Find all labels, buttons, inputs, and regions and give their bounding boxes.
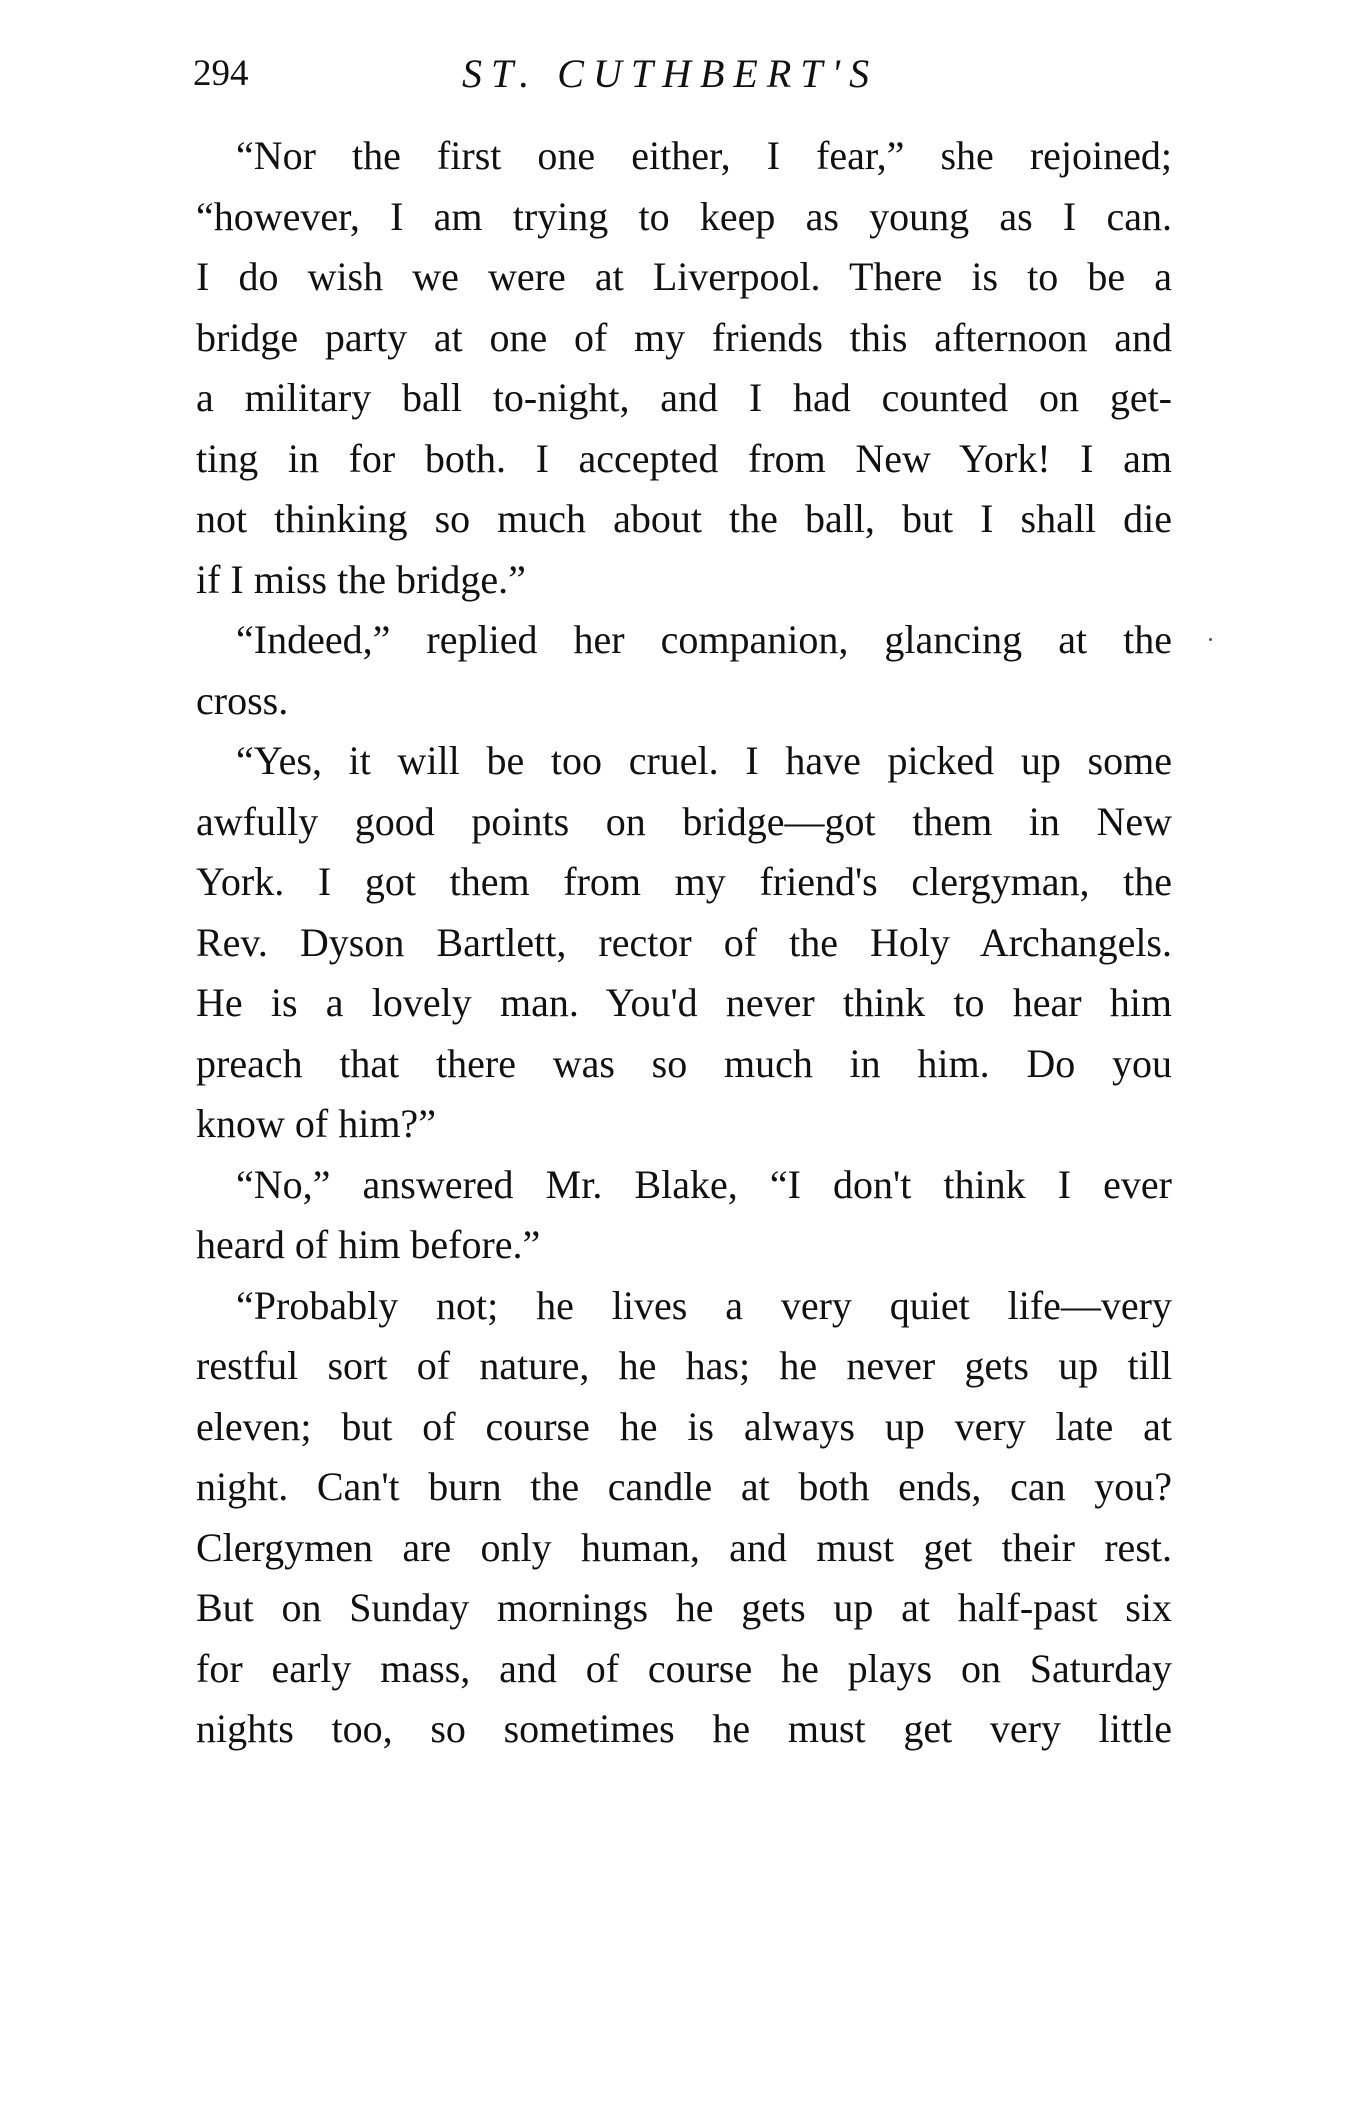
text-line: for early mass, and of course he plays on Saturday xyxy=(196,1645,1172,1691)
speck-mark xyxy=(1209,638,1212,641)
text-line: “Probably not; he lives a very quiet life—very xyxy=(236,1282,1172,1328)
text-line: restful sort of nature, he has; he never gets up till xyxy=(196,1343,1172,1388)
text-line: He is a lovely man. You'd never think to hear him xyxy=(196,980,1172,1025)
text-line: ting in for both. I accepted from New York! I am xyxy=(196,435,1172,481)
text-line: cross. xyxy=(196,677,289,723)
text-line: awfully good points on bridge—got them in New xyxy=(196,798,1172,844)
text-line: I do wish we were at Liverpool. There is to be a xyxy=(196,254,1172,299)
text-line: Rev. Dyson Bartlett, rector of the Holy Archangels. xyxy=(196,919,1172,965)
page-number: 294 xyxy=(193,53,249,94)
text-line: But on Sunday mornings he gets up at half-past six xyxy=(196,1585,1172,1630)
text-line: York. I got them from my friend's clergyman, the xyxy=(196,859,1172,904)
text-line: bridge party at one of my friends this afternoon and xyxy=(196,314,1172,360)
text-line: “Yes, it will be too cruel. I have picked up some xyxy=(236,738,1172,783)
text-line: “however, I am trying to keep as young as I can. xyxy=(196,193,1172,239)
text-line: eleven; but of course he is always up very late at xyxy=(196,1403,1172,1449)
running-head-title: ST. CUTHBERT'S xyxy=(462,51,879,96)
body-text xyxy=(196,126,1172,1760)
text-line: Clergymen are only human, and must get their rest. xyxy=(196,1524,1172,1570)
text-line: night. Can't burn the candle at both ends, can you? xyxy=(196,1464,1172,1509)
text-line: “Indeed,” replied her companion, glancing at the xyxy=(236,617,1172,662)
text-line: heard of him before.” xyxy=(196,1222,541,1267)
text-line: a military ball to-night, and I had counted on get- xyxy=(196,375,1172,420)
text-line: nights too, so sometimes he must get very little xyxy=(196,1706,1172,1751)
text-line: preach that there was so much in him. Do you xyxy=(196,1040,1172,1086)
text-line: if I miss the bridge.” xyxy=(196,556,526,602)
text-line: know of him?” xyxy=(196,1101,436,1146)
text-line: “Nor the first one either, I fear,” she rejoined; xyxy=(236,133,1172,178)
text-line: “No,” answered Mr. Blake, “I don't think I ever xyxy=(236,1161,1172,1207)
text-line: not thinking so much about the ball, but I shall die xyxy=(196,496,1172,541)
